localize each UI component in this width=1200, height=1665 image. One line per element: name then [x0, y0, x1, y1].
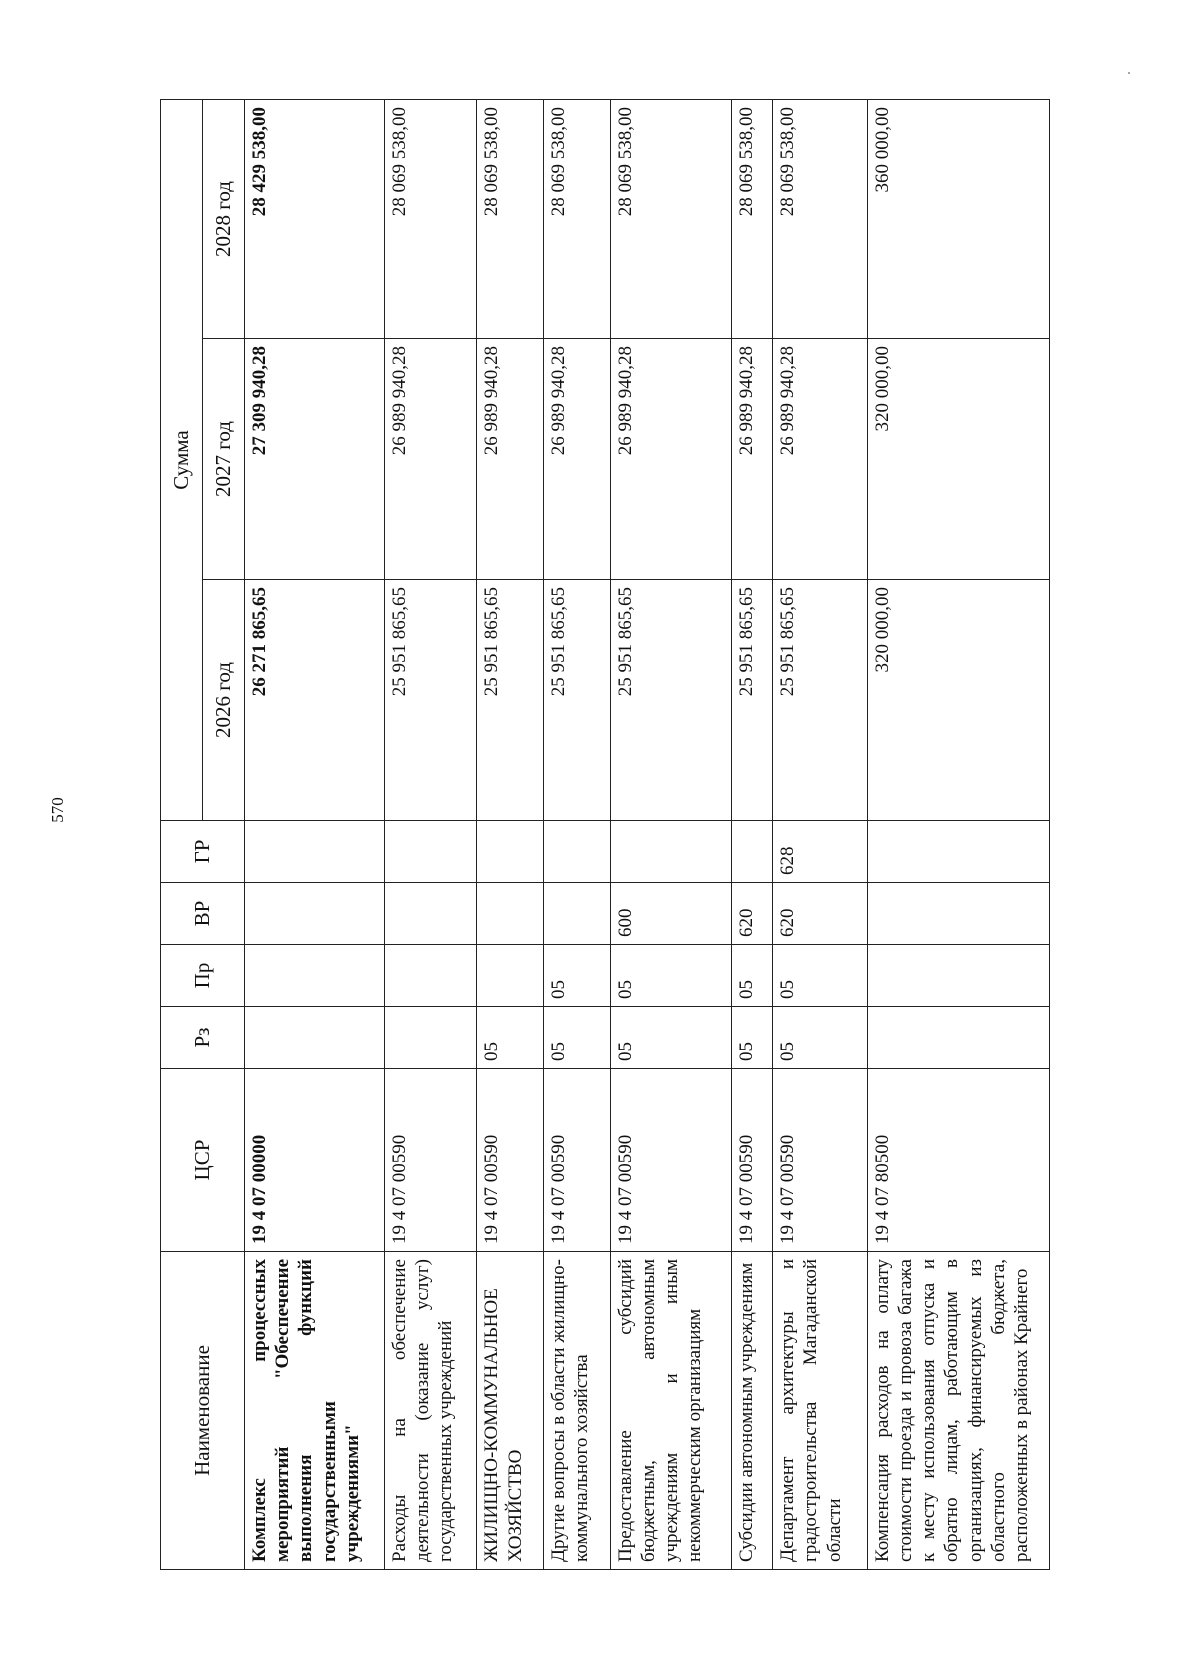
header-2026: 2026 год [203, 580, 245, 821]
row-name-cell: Субсидии автономным учреждениям [732, 1252, 773, 1570]
header-pr: Пр [161, 945, 245, 1007]
row-rz-cell [245, 1007, 385, 1069]
row-vr-cell [245, 883, 385, 945]
row-2027-cell: 26 989 940,28 [384, 339, 477, 580]
row-2028-cell: 28 069 538,00 [384, 99, 477, 338]
row-rz-cell: 05 [477, 1007, 544, 1069]
row-2026-cell: 25 951 865,65 [544, 580, 611, 821]
page-number: 570 [48, 797, 67, 823]
table-row [867, 99, 1049, 1569]
row-pr-cell [477, 945, 544, 1007]
row-name-cell: Компенсация расходов на оплату стоимости проезда и провоза багажа к месту использования отпуска и обратно лицам, работающим в организациях, финансируемых из областного бюджета, расположенных в районах Крайнего [867, 1252, 1049, 1570]
row-vr-cell: 600 [610, 883, 732, 945]
row-name-cell: Расходы на обеспечение деятельности (оказание услуг) государственных учреждений [384, 1252, 477, 1570]
row-2026-cell: 25 951 865,65 [732, 580, 773, 821]
row-rz-cell: 05 [773, 1007, 868, 1069]
row-2027-cell: 26 989 940,28 [610, 339, 732, 580]
row-name-cell: Департамент архитектуры и градостроительства Магаданской области [773, 1252, 868, 1570]
row-pr-cell: 05 [773, 945, 868, 1007]
budget-table [160, 99, 1050, 1570]
row-pr-cell: 05 [732, 945, 773, 1007]
row-rz-cell: 05 [544, 1007, 611, 1069]
table-row [544, 99, 611, 1569]
row-2027-cell: 320 000,00 [867, 339, 1049, 580]
row-csr-cell: 19 4 07 00000 [245, 1069, 385, 1252]
row-name-cell: ЖИЛИЩНО-КОММУНАЛЬНОЕ ХОЗЯЙСТВО [477, 1252, 544, 1570]
row-2026-cell: 26 271 865,65 [245, 580, 385, 821]
header-csr: ЦСР [161, 1069, 245, 1252]
row-vr-cell [544, 883, 611, 945]
table-row [245, 99, 385, 1569]
row-2026-cell: 25 951 865,65 [477, 580, 544, 821]
row-2026-cell: 320 000,00 [867, 580, 1049, 821]
row-vr-cell [867, 883, 1049, 945]
header-2028: 2028 год [203, 99, 245, 338]
header-rz: Рз [161, 1007, 245, 1069]
budget-table-rotated [160, 100, 1050, 1570]
row-2028-cell: 360 000,00 [867, 99, 1049, 338]
row-gr-cell: 628 [773, 821, 868, 883]
row-2026-cell: 25 951 865,65 [773, 580, 868, 821]
row-2028-cell: 28 069 538,00 [732, 99, 773, 338]
row-name-cell: Предоставление субсидий бюджетным, автономным учреждениям и иным некоммерческим организациям [610, 1252, 732, 1570]
row-2028-cell: 28 069 538,00 [544, 99, 611, 338]
row-rz-cell: 05 [610, 1007, 732, 1069]
row-vr-cell [384, 883, 477, 945]
row-2027-cell: 26 989 940,28 [477, 339, 544, 580]
row-gr-cell [544, 821, 611, 883]
header-2027: 2027 год [203, 339, 245, 580]
row-2027-cell: 26 989 940,28 [544, 339, 611, 580]
table-body [245, 99, 1050, 1569]
row-2028-cell: 28 069 538,00 [773, 99, 868, 338]
row-gr-cell [384, 821, 477, 883]
header-name: Наименование [161, 1252, 245, 1570]
row-csr-cell: 19 4 07 00590 [773, 1069, 868, 1252]
row-2026-cell: 25 951 865,65 [384, 580, 477, 821]
row-rz-cell [384, 1007, 477, 1069]
row-2027-cell: 27 309 940,28 [245, 339, 385, 580]
row-rz-cell: 05 [732, 1007, 773, 1069]
row-pr-cell: 05 [544, 945, 611, 1007]
row-csr-cell: 19 4 07 00590 [544, 1069, 611, 1252]
row-2027-cell: 26 989 940,28 [773, 339, 868, 580]
header-gr: ГР [161, 821, 245, 883]
row-csr-cell: 19 4 07 00590 [384, 1069, 477, 1252]
row-vr-cell [477, 883, 544, 945]
row-csr-cell: 19 4 07 00590 [732, 1069, 773, 1252]
row-pr-cell: 05 [610, 945, 732, 1007]
row-pr-cell [384, 945, 477, 1007]
row-gr-cell [867, 821, 1049, 883]
row-2028-cell: 28 429 538,00 [245, 99, 385, 338]
row-name-cell: Комплекс процессных мероприятий "Обеспечение выполнения функций государственными учреждениями" [245, 1252, 385, 1570]
row-vr-cell: 620 [732, 883, 773, 945]
row-gr-cell [477, 821, 544, 883]
row-gr-cell [732, 821, 773, 883]
table-row [384, 99, 477, 1569]
row-gr-cell [610, 821, 732, 883]
row-name-cell: Другие вопросы в области жилищно-коммунального хозяйства [544, 1252, 611, 1570]
row-2026-cell: 25 951 865,65 [610, 580, 732, 821]
row-vr-cell: 620 [773, 883, 868, 945]
table-row [773, 99, 868, 1569]
row-pr-cell [245, 945, 385, 1007]
row-2028-cell: 28 069 538,00 [610, 99, 732, 338]
row-csr-cell: 19 4 07 80500 [867, 1069, 1049, 1252]
row-csr-cell: 19 4 07 00590 [477, 1069, 544, 1252]
row-gr-cell [245, 821, 385, 883]
header-sum: Сумма [161, 99, 203, 820]
row-2028-cell: 28 069 538,00 [477, 99, 544, 338]
table-row [477, 99, 544, 1569]
row-2027-cell: 26 989 940,28 [732, 339, 773, 580]
table-row [732, 99, 773, 1569]
row-pr-cell [867, 945, 1049, 1007]
row-rz-cell [867, 1007, 1049, 1069]
table-row [610, 99, 732, 1569]
header-vr: ВР [161, 883, 245, 945]
row-csr-cell: 19 4 07 00590 [610, 1069, 732, 1252]
